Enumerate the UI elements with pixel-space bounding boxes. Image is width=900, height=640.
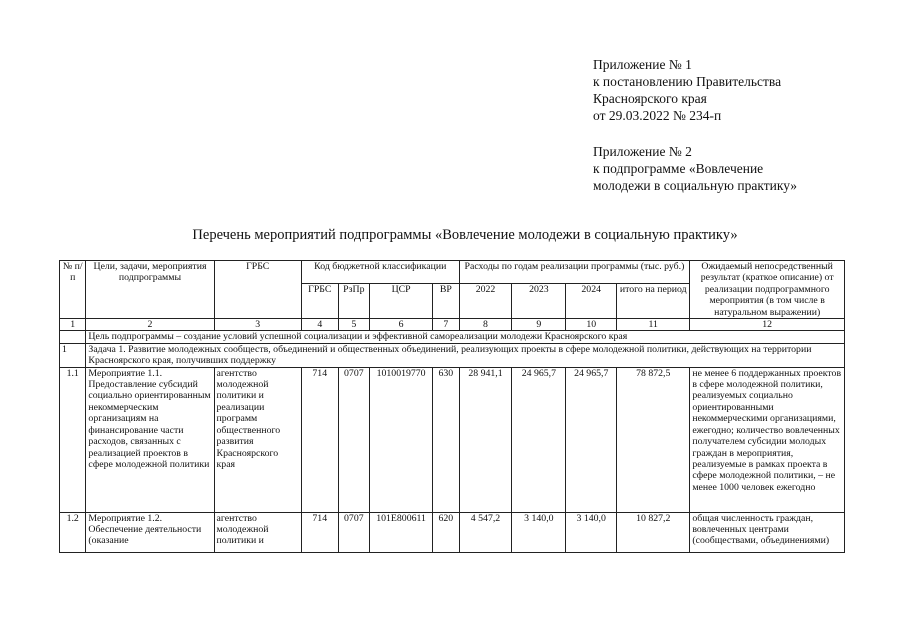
column-number: 5 — [338, 319, 370, 331]
document-title: Перечень мероприятий подпрограммы «Вовлечение молодежи в социальную практику» — [192, 227, 738, 243]
table-row — [60, 512, 845, 552]
row-result: не менее 6 поддержанных проектов в сфере молодежной политики, реализуемых социально ориентированными некоммерческими организациями, ежегодно; количество вовлеченных получателем субсидии молодых граждан в мероприятия, реализуемые в рамках проекта в сфере молодежной политики, – не менее 1000 человек ежегодно — [690, 367, 845, 512]
row-grbs-code: 714 — [301, 512, 338, 552]
row-2023: 3 140,0 — [512, 512, 566, 552]
row-grbs-name: агентство молодежной политики и — [214, 512, 301, 552]
attachment-1-line: Красноярского края — [593, 91, 707, 106]
row-num: 1.1 — [60, 367, 86, 512]
goal-row-text: Цель подпрограммы – создание условий успешной социализации и эффективной самореализации молодежи Красноярского края — [86, 331, 845, 343]
row-2024: 24 965,7 — [566, 367, 617, 512]
header-total: итого на период — [617, 284, 690, 319]
attachment-2-line: к подпрограмме «Вовлечение — [593, 161, 764, 176]
column-number: 8 — [459, 319, 512, 331]
goal-row — [60, 331, 845, 343]
header-kbk: Код бюджетной классификации — [301, 261, 459, 284]
column-number: 11 — [617, 319, 690, 331]
column-number: 3 — [214, 319, 301, 331]
attachment-1-line: Приложение № 1 — [593, 57, 692, 72]
header-goals: Цели, задачи, мероприятия подпрограммы — [86, 261, 214, 319]
row-rzpr: 0707 — [338, 512, 370, 552]
attachment-2-line: молодежи в социальную практику» — [593, 178, 798, 193]
header-sub-grbs: ГРБС — [301, 284, 338, 319]
column-number: 6 — [370, 319, 433, 331]
row-csr: 101E800611 — [370, 512, 433, 552]
attachment-1-line: к постановлению Правительства — [593, 74, 782, 89]
table-row — [60, 367, 845, 512]
header-row-1 — [60, 261, 845, 284]
header-expenses: Расходы по годам реализации программы (тыс. руб.) — [459, 261, 690, 284]
row-total: 78 872,5 — [617, 367, 690, 512]
attachment-1-header — [593, 56, 781, 124]
task-row-text: Задача 1. Развитие молодежных сообществ, объединений и общественных объединений, реализующих проекты в сфере молодежной политики, действующих на территории Красноярского края, получивших поддержку — [86, 343, 845, 367]
row-vr: 630 — [433, 367, 459, 512]
column-number: 4 — [301, 319, 338, 331]
header-sub-rzpr: РзПр — [338, 284, 370, 319]
column-numbers-row — [60, 319, 845, 331]
header-num: № п/п — [60, 261, 86, 319]
goal-row-num — [60, 331, 86, 343]
row-result: общая численность граждан, вовлеченных центрами (сообществами, объединениями) — [690, 512, 845, 552]
row-grbs-code: 714 — [301, 367, 338, 512]
header-sub-csr: ЦСР — [370, 284, 433, 319]
row-csr: 1010019770 — [370, 367, 433, 512]
attachment-1-line: от 29.03.2022 № 234-п — [593, 108, 722, 123]
column-number: 1 — [60, 319, 86, 331]
row-total: 10 827,2 — [617, 512, 690, 552]
attachment-2-line: Приложение № 2 — [593, 144, 692, 159]
column-number: 2 — [86, 319, 214, 331]
header-grbs: ГРБС — [214, 261, 301, 319]
row-rzpr: 0707 — [338, 367, 370, 512]
row-num: 1.2 — [60, 512, 86, 552]
attachment-2-header — [593, 143, 797, 194]
header-year-2024: 2024 — [566, 284, 617, 319]
column-number: 12 — [690, 319, 845, 331]
task-row — [60, 343, 845, 367]
header-year-2023: 2023 — [512, 284, 566, 319]
row-2023: 24 965,7 — [512, 367, 566, 512]
row-2024: 3 140,0 — [566, 512, 617, 552]
column-number: 7 — [433, 319, 459, 331]
header-year-2022: 2022 — [459, 284, 512, 319]
row-2022: 28 941,1 — [459, 367, 512, 512]
header-sub-vr: ВР — [433, 284, 459, 319]
row-grbs-name: агентство молодежной политики и реализации программ общественного развития Красноярского края — [214, 367, 301, 512]
row-2022: 4 547,2 — [459, 512, 512, 552]
row-measure-name: Мероприятие 1.1. Предоставление субсидий социально ориентированным некоммерческим организациям на финансирование части расходов, связанных с реализацией проектов в сфере молодежной политики — [86, 367, 214, 512]
column-number: 10 — [566, 319, 617, 331]
column-number: 9 — [512, 319, 566, 331]
measures-table — [59, 260, 845, 553]
task-row-num: 1 — [60, 343, 86, 367]
row-vr: 620 — [433, 512, 459, 552]
header-result: Ожидаемый непосредственный результат (краткое описание) от реализации подпрограммного мероприятия (в том числе в натуральном выражении) — [690, 261, 845, 319]
row-measure-name: Мероприятие 1.2. Обеспечение деятельности (оказание — [86, 512, 214, 552]
